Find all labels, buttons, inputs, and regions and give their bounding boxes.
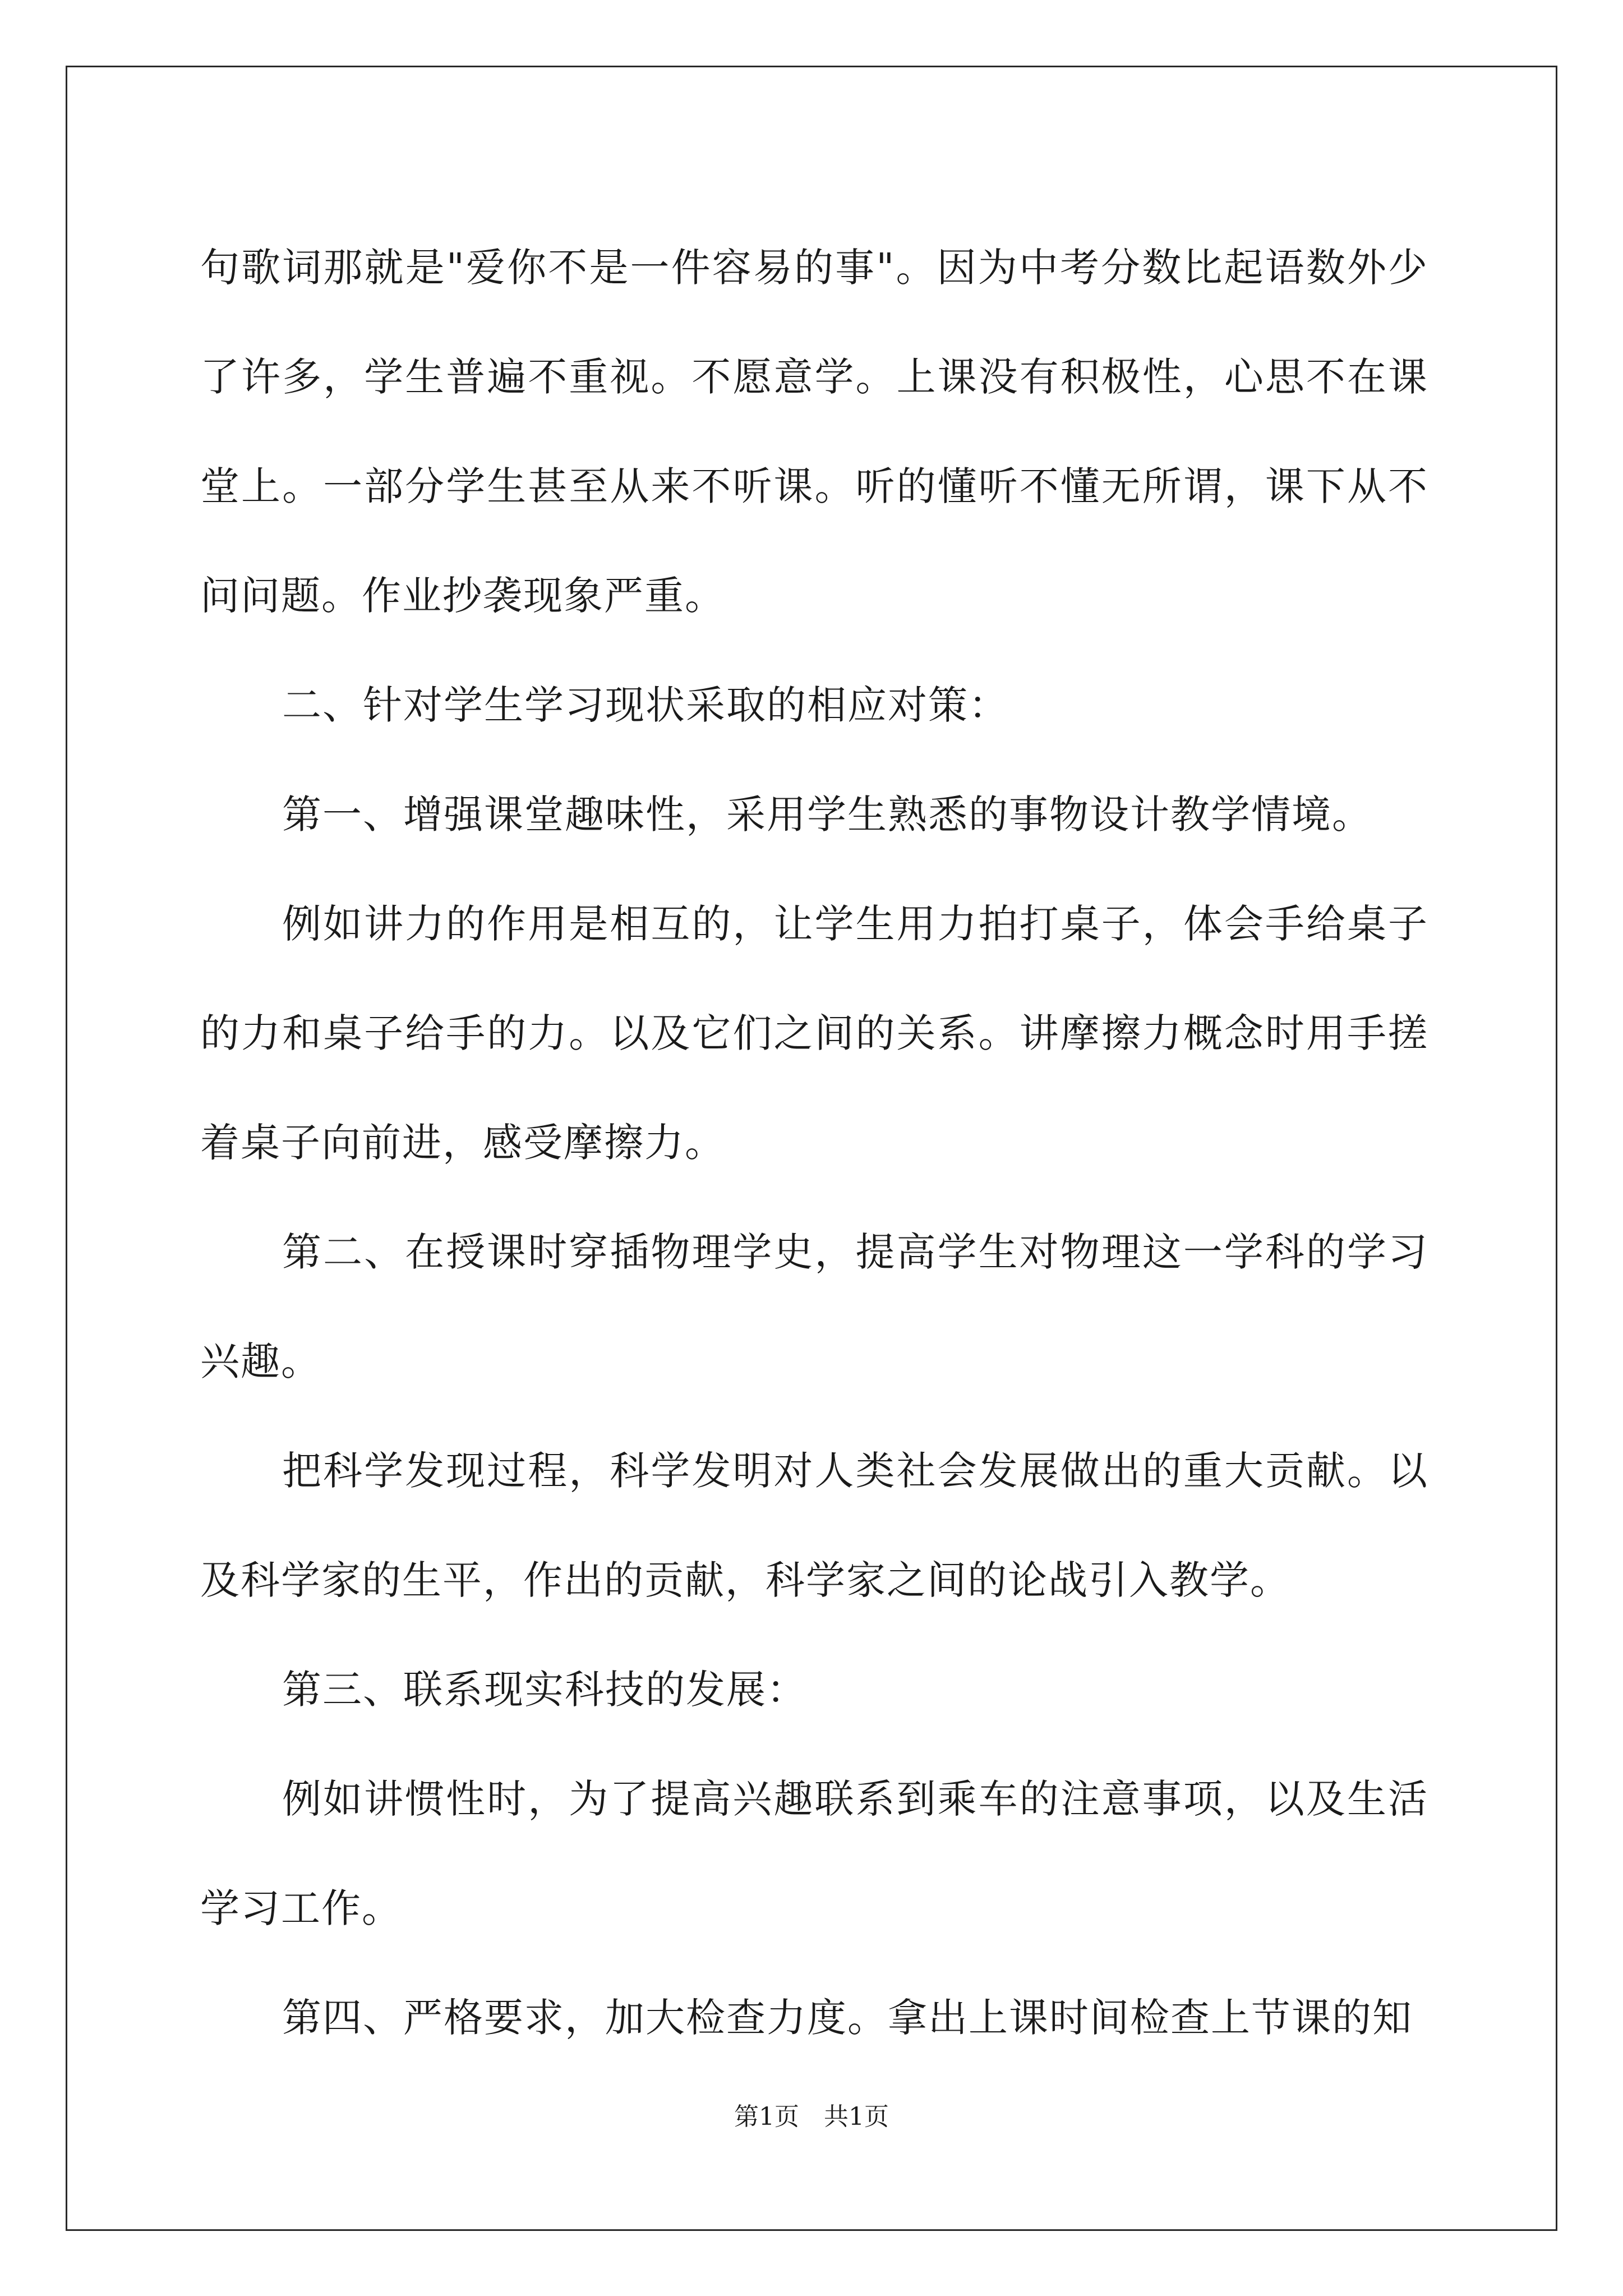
paragraph-science-history: 把科学发现过程，科学发明对人类社会发展做出的重大贡献。以及科学家的生平，作出的贡献，科学家之间的论战引入教学。 <box>200 1448 1428 1603</box>
paragraph-strategy-two: 第二、在授课时穿插物理学史，提高学生对物理这一学科的学习兴趣。 <box>200 1229 1428 1384</box>
page-number-footer: 第1页 共1页 <box>734 2102 889 2131</box>
document-body <box>200 213 1428 2073</box>
paragraph-strategy-one: 第一、增强课堂趣味性，采用学生熟悉的事物设计教学情境。 <box>282 792 1372 838</box>
paragraph-strategy-three: 第三、联系现实科技的发展： <box>282 1667 807 1713</box>
paragraph-continuation: 句歌词那就是"爱你不是一件容易的事"。因为中考分数比起语数外少了许多，学生普遍不重视。不愿意学。上课没有积极性，心思不在课堂上。一部分学生甚至从来不听课。听的懂听不懂无所谓，课下从不问问题。作业抄袭现象严重。 <box>200 245 1428 619</box>
paragraph-section-heading: 二、针对学生学习现状采取的相应对策： <box>282 682 1009 728</box>
paragraph-example-inertia: 例如讲惯性时，为了提高兴趣联系到乘车的注意事项，以及生活学习工作。 <box>200 1776 1428 1931</box>
paragraph-strategy-four: 第四、严格要求，加大检查力度。拿出上课时间检查上节课的知 <box>282 1995 1413 2041</box>
paragraph-example-force: 例如讲力的作用是相互的，让学生用力拍打桌子，体会手给桌子的力和桌子给手的力。以及它们之间的关系。讲摩擦力概念时用手搓着桌子向前进，感受摩擦力。 <box>200 901 1428 1166</box>
